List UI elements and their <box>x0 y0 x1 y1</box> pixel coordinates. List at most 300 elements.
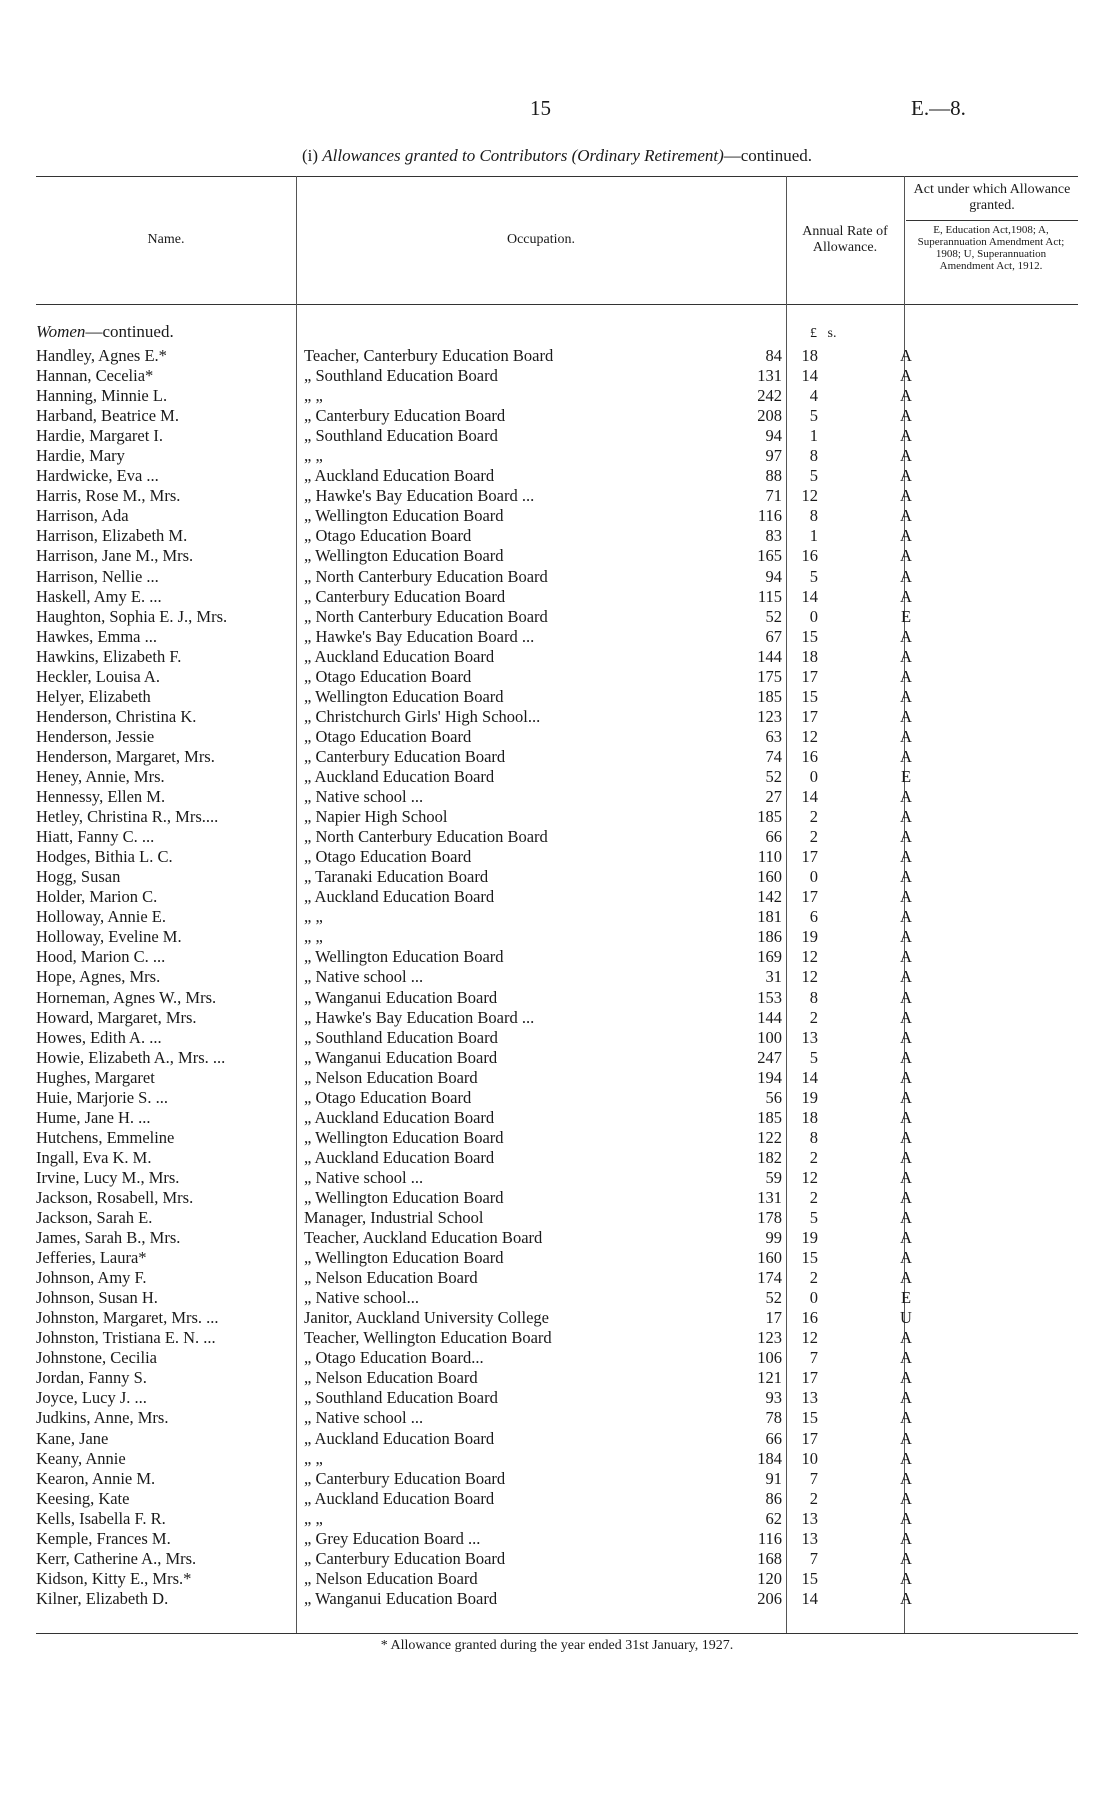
cell-name: Jordan, Fanny S. <box>36 1368 147 1388</box>
table-row <box>36 486 1076 506</box>
cell-act: A <box>900 1147 912 1167</box>
units-row <box>810 326 836 342</box>
cell-name: Holder, Marion C. <box>36 887 158 907</box>
cell-pounds: 160 <box>757 867 782 887</box>
cell-occupation: „ Grey Education Board ... <box>304 1528 481 1548</box>
cell-act: A <box>900 867 912 887</box>
cell-name: Harband, Beatrice M. <box>36 406 179 426</box>
cell-occupation: „ Otago Education Board <box>304 726 472 746</box>
cell-pounds: 52 <box>765 766 782 786</box>
cell-act: A <box>900 666 912 686</box>
cell-shillings: 8 <box>809 1127 818 1147</box>
cell-occupation: Teacher, Auckland Education Board <box>304 1228 543 1248</box>
cell-name: Hetley, Christina R., Mrs.... <box>36 807 219 827</box>
cell-act: A <box>900 947 912 967</box>
table-row <box>36 767 1076 787</box>
cell-name: Johnson, Susan H. <box>36 1288 158 1308</box>
cell-occupation: „ Auckland Education Board <box>304 887 495 907</box>
cell-pounds: 94 <box>765 566 782 586</box>
cell-pounds: 115 <box>757 586 782 606</box>
cell-name: Johnstone, Cecilia <box>36 1348 157 1368</box>
cell-occupation: „ Wellington Education Board <box>304 546 504 566</box>
cell-shillings: 7 <box>809 1348 818 1368</box>
table-row <box>36 366 1076 386</box>
cell-pounds: 116 <box>757 506 782 526</box>
cell-pounds: 99 <box>765 1228 782 1248</box>
table-row <box>36 847 1076 867</box>
cell-pounds: 84 <box>765 346 782 365</box>
cell-pounds: 242 <box>757 386 782 406</box>
cell-act: E <box>900 766 912 786</box>
cell-shillings: 5 <box>809 466 818 486</box>
table-row <box>36 466 1076 486</box>
table-row <box>36 1348 1076 1368</box>
cell-pounds: 142 <box>757 887 782 907</box>
cell-pounds: 206 <box>757 1588 782 1608</box>
cell-act: A <box>900 1408 912 1428</box>
cell-occupation: „ Canterbury Education Board <box>304 1548 506 1568</box>
table-row <box>36 406 1076 426</box>
cell-act: A <box>900 446 912 466</box>
cell-pounds: 123 <box>757 1328 782 1348</box>
cell-name: Hodges, Bithia L. C. <box>36 847 173 867</box>
cell-occupation: „ Native school... <box>304 1288 420 1308</box>
table-row <box>36 1489 1076 1509</box>
table-row <box>36 1008 1076 1028</box>
cell-occupation: „ Wellington Education Board <box>304 1248 504 1268</box>
cell-act: A <box>900 1248 912 1268</box>
cell-pounds: 194 <box>757 1067 782 1087</box>
cell-name: Johnston, Tristiana E. N. ... <box>36 1328 216 1348</box>
cell-act: A <box>900 907 912 927</box>
cell-occupation: „ Taranaki Education Board <box>304 867 489 887</box>
cell-shillings: 16 <box>801 1308 818 1328</box>
cell-occupation: „ Native school ... <box>304 1408 424 1428</box>
cell-occupation: „ Auckland Education Board <box>304 1428 495 1448</box>
cell-act: A <box>900 1548 912 1568</box>
cell-act: A <box>900 927 912 947</box>
cell-shillings: 13 <box>801 1027 818 1047</box>
cell-pounds: 97 <box>765 446 782 466</box>
cell-pounds: 185 <box>757 686 782 706</box>
cell-shillings: 2 <box>809 1147 818 1167</box>
cell-act: A <box>900 706 912 726</box>
table-row <box>36 627 1076 647</box>
cell-pounds: 100 <box>757 1027 782 1047</box>
cell-pounds: 175 <box>757 666 782 686</box>
page-header <box>0 96 1114 126</box>
cell-shillings: 5 <box>809 1208 818 1228</box>
allowance-table <box>36 346 1076 1609</box>
cell-pounds: 66 <box>765 1428 782 1448</box>
cell-name: Kemple, Frances M. <box>36 1528 171 1548</box>
cell-occupation: „ „ <box>304 386 323 406</box>
table-row <box>36 1088 1076 1108</box>
cell-act: A <box>900 586 912 606</box>
cell-occupation: „ Christchurch Girls' High School... <box>304 706 541 726</box>
section-label <box>36 322 174 342</box>
cell-pounds: 174 <box>757 1268 782 1288</box>
cell-shillings: 2 <box>809 1268 818 1288</box>
table-row <box>36 1529 1076 1549</box>
document-reference: E.—8. <box>911 96 966 120</box>
cell-name: Harrison, Ada <box>36 506 129 526</box>
unit-pounds: £ <box>810 326 817 341</box>
cell-name: Harrison, Jane M., Mrs. <box>36 546 194 566</box>
table-row <box>36 546 1076 566</box>
cell-act: A <box>900 1468 912 1488</box>
cell-shillings: 14 <box>801 787 818 807</box>
table-row <box>36 707 1076 727</box>
cell-act: A <box>900 1328 912 1348</box>
cell-shillings: 13 <box>801 1388 818 1408</box>
cell-shillings: 2 <box>809 1187 818 1207</box>
cell-name: Johnston, Margaret, Mrs. ... <box>36 1308 219 1328</box>
cell-shillings: 14 <box>801 1067 818 1087</box>
cell-occupation: „ Auckland Education Board <box>304 1488 495 1508</box>
cell-pounds: 184 <box>757 1448 782 1468</box>
cell-occupation: „ Southland Education Board <box>304 1388 498 1408</box>
cell-occupation: „ Otago Education Board <box>304 1087 472 1107</box>
table-row <box>36 1148 1076 1168</box>
cell-shillings: 14 <box>801 366 818 386</box>
cell-pounds: 83 <box>765 526 782 546</box>
cell-act: A <box>900 366 912 386</box>
cell-shillings: 5 <box>809 566 818 586</box>
cell-shillings: 19 <box>801 1228 818 1248</box>
cell-shillings: 17 <box>801 887 818 907</box>
table-row <box>36 386 1076 406</box>
cell-occupation: „ Nelson Education Board <box>304 1268 478 1288</box>
cell-pounds: 182 <box>757 1147 782 1167</box>
cell-name: Kidson, Kitty E., Mrs.* <box>36 1568 192 1588</box>
table-row <box>36 988 1076 1008</box>
cell-shillings: 18 <box>801 346 818 365</box>
cell-occupation: „ Wellington Education Board <box>304 1127 504 1147</box>
col-act-header: Act under which Allowance granted. <box>913 182 1071 213</box>
cell-shillings: 0 <box>809 606 818 626</box>
cell-shillings: 2 <box>809 1488 818 1508</box>
table-row <box>36 1208 1076 1228</box>
cell-pounds: 78 <box>765 1408 782 1428</box>
cell-act: A <box>900 1047 912 1067</box>
cell-shillings: 2 <box>809 1007 818 1027</box>
cell-name: Hannan, Cecelia* <box>36 366 154 386</box>
cell-pounds: 52 <box>765 1288 782 1308</box>
cell-shillings: 16 <box>801 746 818 766</box>
cell-name: Hanning, Minnie L. <box>36 386 168 406</box>
cell-name: Joyce, Lucy J. ... <box>36 1388 147 1408</box>
table-row <box>36 587 1076 607</box>
cell-pounds: 121 <box>757 1368 782 1388</box>
cell-pounds: 178 <box>757 1208 782 1228</box>
cell-name: Howie, Elizabeth A., Mrs. ... <box>36 1047 226 1067</box>
act-legend: E, Education Act,1908; A, Superannuation Amendment Act; 1908; U, Superannuation Amendment Act, 1912. <box>917 224 1065 272</box>
cell-act: A <box>900 1007 912 1027</box>
cell-act: A <box>900 1027 912 1047</box>
cell-shillings: 7 <box>809 1548 818 1568</box>
cell-pounds: 144 <box>757 646 782 666</box>
table-row <box>36 727 1076 747</box>
cell-name: Jackson, Sarah E. <box>36 1208 153 1228</box>
cell-occupation: „ Southland Education Board <box>304 426 498 446</box>
cell-pounds: 88 <box>765 466 782 486</box>
cell-act: A <box>900 1528 912 1548</box>
cell-act: A <box>900 1348 912 1368</box>
cell-name: Heckler, Louisa A. <box>36 666 160 686</box>
table-row <box>36 426 1076 446</box>
cell-occupation: „ Canterbury Education Board <box>304 586 506 606</box>
cell-shillings: 12 <box>801 947 818 967</box>
cell-occupation: „ Otago Education Board <box>304 666 472 686</box>
cell-shillings: 6 <box>809 907 818 927</box>
cell-act: A <box>900 486 912 506</box>
cell-shillings: 8 <box>809 506 818 526</box>
col-name-header: Name. <box>147 232 185 247</box>
cell-act: A <box>900 1508 912 1528</box>
cell-occupation: „ „ <box>304 927 323 947</box>
footnote: * Allowance granted during the year ended 31st January, 1927. <box>380 1638 734 1653</box>
table-row <box>36 687 1076 707</box>
cell-pounds: 165 <box>757 546 782 566</box>
cell-occupation: „ Auckland Education Board <box>304 766 495 786</box>
table-bottom-rule <box>36 1633 1078 1634</box>
cell-name: Keesing, Kate <box>36 1488 130 1508</box>
cell-shillings: 15 <box>801 1568 818 1588</box>
cell-shillings: 8 <box>809 987 818 1007</box>
table-row <box>36 667 1076 687</box>
cell-name: Hughes, Margaret <box>36 1067 155 1087</box>
cell-occupation: „ Auckland Education Board <box>304 1107 495 1127</box>
table-row <box>36 887 1076 907</box>
cell-name: Hutchens, Emmeline <box>36 1127 175 1147</box>
cell-act: A <box>900 686 912 706</box>
cell-occupation: „ Otago Education Board <box>304 847 472 867</box>
cell-occupation: „ North Canterbury Education Board <box>304 827 548 847</box>
cell-shillings: 16 <box>801 546 818 566</box>
col-occupation-header: Occupation. <box>506 232 576 247</box>
table-row <box>36 1268 1076 1288</box>
unit-shillings: s. <box>827 326 837 341</box>
table-row <box>36 526 1076 546</box>
cell-shillings: 15 <box>801 686 818 706</box>
cell-name: Johnson, Amy F. <box>36 1268 147 1288</box>
table-row <box>36 1569 1076 1589</box>
cell-act: A <box>900 566 912 586</box>
table-row <box>36 1248 1076 1268</box>
cell-shillings: 1 <box>809 426 818 446</box>
cell-shillings: 2 <box>809 827 818 847</box>
table-row <box>36 1308 1076 1328</box>
cell-occupation: „ Southland Education Board <box>304 1027 498 1047</box>
cell-name: Handley, Agnes E.* <box>36 346 167 365</box>
cell-occupation: Manager, Industrial School <box>304 1208 484 1228</box>
table-row <box>36 1408 1076 1428</box>
table-row <box>36 1469 1076 1489</box>
cell-name: Hume, Jane H. ... <box>36 1107 151 1127</box>
cell-act: A <box>900 346 912 365</box>
cell-name: Keany, Annie <box>36 1448 126 1468</box>
cell-act: A <box>900 1388 912 1408</box>
cell-shillings: 12 <box>801 726 818 746</box>
title-prefix: (i) <box>301 146 323 165</box>
cell-shillings: 12 <box>801 1328 818 1348</box>
table-row <box>36 867 1076 887</box>
cell-name: Howard, Margaret, Mrs. <box>36 1007 197 1027</box>
cell-occupation: „ Native school ... <box>304 1167 424 1187</box>
cell-shillings: 18 <box>801 1107 818 1127</box>
cell-name: Jackson, Rosabell, Mrs. <box>36 1187 194 1207</box>
cell-act: U <box>900 1308 912 1328</box>
cell-shillings: 10 <box>801 1448 818 1468</box>
cell-act: A <box>900 726 912 746</box>
table-row <box>36 807 1076 827</box>
cell-occupation: „ „ <box>304 1448 323 1468</box>
act-header-rule <box>906 220 1078 221</box>
cell-occupation: „ Nelson Education Board <box>304 1067 478 1087</box>
cell-pounds: 110 <box>757 847 782 867</box>
cell-occupation: „ Hawke's Bay Education Board ... <box>304 1007 535 1027</box>
cell-name: Helyer, Elizabeth <box>36 686 151 706</box>
cell-shillings: 17 <box>801 1428 818 1448</box>
table-row <box>36 1449 1076 1469</box>
cell-shillings: 19 <box>801 1087 818 1107</box>
cell-name: Huie, Marjorie S. ... <box>36 1087 168 1107</box>
cell-act: A <box>900 646 912 666</box>
cell-occupation: „ „ <box>304 446 323 466</box>
cell-occupation: „ Wellington Education Board <box>304 1187 504 1207</box>
cell-name: Judkins, Anne, Mrs. <box>36 1408 169 1428</box>
section-women: Women <box>36 322 86 341</box>
cell-name: Kearon, Annie M. <box>36 1468 156 1488</box>
cell-occupation: Janitor, Auckland University College <box>304 1308 549 1328</box>
cell-pounds: 56 <box>765 1087 782 1107</box>
header-bottom-rule <box>36 304 1078 305</box>
cell-pounds: 59 <box>765 1167 782 1187</box>
cell-act: A <box>900 506 912 526</box>
cell-act: A <box>900 1107 912 1127</box>
cell-occupation: „ Auckland Education Board <box>304 646 495 666</box>
cell-act: A <box>900 1187 912 1207</box>
cell-shillings: 0 <box>809 1288 818 1308</box>
cell-pounds: 168 <box>757 1548 782 1568</box>
cell-occupation: „ Hawke's Bay Education Board ... <box>304 626 535 646</box>
cell-pounds: 185 <box>757 807 782 827</box>
cell-shillings: 2 <box>809 807 818 827</box>
table-row <box>36 446 1076 466</box>
cell-occupation: „ Auckland Education Board <box>304 466 495 486</box>
cell-act: A <box>900 1588 912 1608</box>
cell-pounds: 153 <box>757 987 782 1007</box>
cell-name: Hope, Agnes, Mrs. <box>36 967 161 987</box>
col-rate-header: Annual Rate of Allowance. <box>802 224 888 255</box>
cell-shillings: 8 <box>809 446 818 466</box>
cell-occupation: „ Wellington Education Board <box>304 686 504 706</box>
cell-name: Hawkins, Elizabeth F. <box>36 646 182 666</box>
table-row <box>36 927 1076 947</box>
cell-occupation: „ „ <box>304 907 323 927</box>
cell-pounds: 116 <box>757 1528 782 1548</box>
cell-name: Harrison, Nellie ... <box>36 566 159 586</box>
cell-act: E <box>900 1288 912 1308</box>
table-row <box>36 607 1076 627</box>
cell-shillings: 4 <box>809 386 818 406</box>
cell-pounds: 122 <box>757 1127 782 1147</box>
cell-shillings: 13 <box>801 1508 818 1528</box>
cell-pounds: 93 <box>765 1388 782 1408</box>
cell-occupation: Teacher, Wellington Education Board <box>304 1328 552 1348</box>
table-row <box>36 1549 1076 1569</box>
title-italic: Allowances granted to Contributors (Ordinary Retirement) <box>322 146 724 165</box>
cell-name: Kilner, Elizabeth D. <box>36 1588 169 1608</box>
table-row <box>36 1228 1076 1248</box>
cell-occupation: „ Canterbury Education Board <box>304 406 506 426</box>
cell-name: Hardie, Margaret I. <box>36 426 164 446</box>
table-row <box>36 1288 1076 1308</box>
cell-shillings: 5 <box>809 1047 818 1067</box>
cell-pounds: 17 <box>765 1308 782 1328</box>
cell-act: A <box>900 1087 912 1107</box>
cell-act: A <box>900 1167 912 1187</box>
cell-shillings: 12 <box>801 967 818 987</box>
cell-occupation: „ Native school ... <box>304 967 424 987</box>
cell-shillings: 1 <box>809 526 818 546</box>
cell-shillings: 19 <box>801 927 818 947</box>
table-row <box>36 1128 1076 1148</box>
cell-act: A <box>900 1127 912 1147</box>
cell-occupation: „ „ <box>304 1508 323 1528</box>
section-suffix: —continued. <box>85 322 174 341</box>
cell-occupation: „ Hawke's Bay Education Board ... <box>304 486 535 506</box>
table-title <box>0 146 1114 166</box>
cell-name: Henderson, Margaret, Mrs. <box>36 746 215 766</box>
cell-pounds: 74 <box>765 746 782 766</box>
cell-shillings: 17 <box>801 706 818 726</box>
cell-name: Henderson, Christina K. <box>36 706 197 726</box>
cell-occupation: „ Canterbury Education Board <box>304 746 506 766</box>
table-row <box>36 567 1076 587</box>
cell-pounds: 106 <box>757 1348 782 1368</box>
cell-act: A <box>900 526 912 546</box>
table-row <box>36 1368 1076 1388</box>
cell-act: A <box>900 1488 912 1508</box>
cell-act: A <box>900 787 912 807</box>
cell-name: Hardwicke, Eva ... <box>36 466 159 486</box>
cell-name: Haughton, Sophia E. J., Mrs. <box>36 606 228 626</box>
cell-pounds: 71 <box>765 486 782 506</box>
cell-act: A <box>900 827 912 847</box>
table-row <box>36 1429 1076 1449</box>
cell-name: Hogg, Susan <box>36 867 121 887</box>
cell-act: A <box>900 1228 912 1248</box>
cell-occupation: „ Otago Education Board... <box>304 1348 484 1368</box>
cell-name: Holloway, Eveline M. <box>36 927 182 947</box>
cell-occupation: „ Nelson Education Board <box>304 1368 478 1388</box>
cell-shillings: 17 <box>801 666 818 686</box>
cell-shillings: 7 <box>809 1468 818 1488</box>
cell-occupation: „ North Canterbury Education Board <box>304 566 548 586</box>
table-row <box>36 1188 1076 1208</box>
cell-act: A <box>900 967 912 987</box>
cell-pounds: 185 <box>757 1107 782 1127</box>
cell-pounds: 186 <box>757 927 782 947</box>
cell-pounds: 131 <box>757 1187 782 1207</box>
table-row <box>36 1108 1076 1128</box>
header-top-rule <box>36 176 1078 177</box>
cell-act: A <box>900 1208 912 1228</box>
cell-name: Ingall, Eva K. M. <box>36 1147 152 1167</box>
table-row <box>36 747 1076 767</box>
